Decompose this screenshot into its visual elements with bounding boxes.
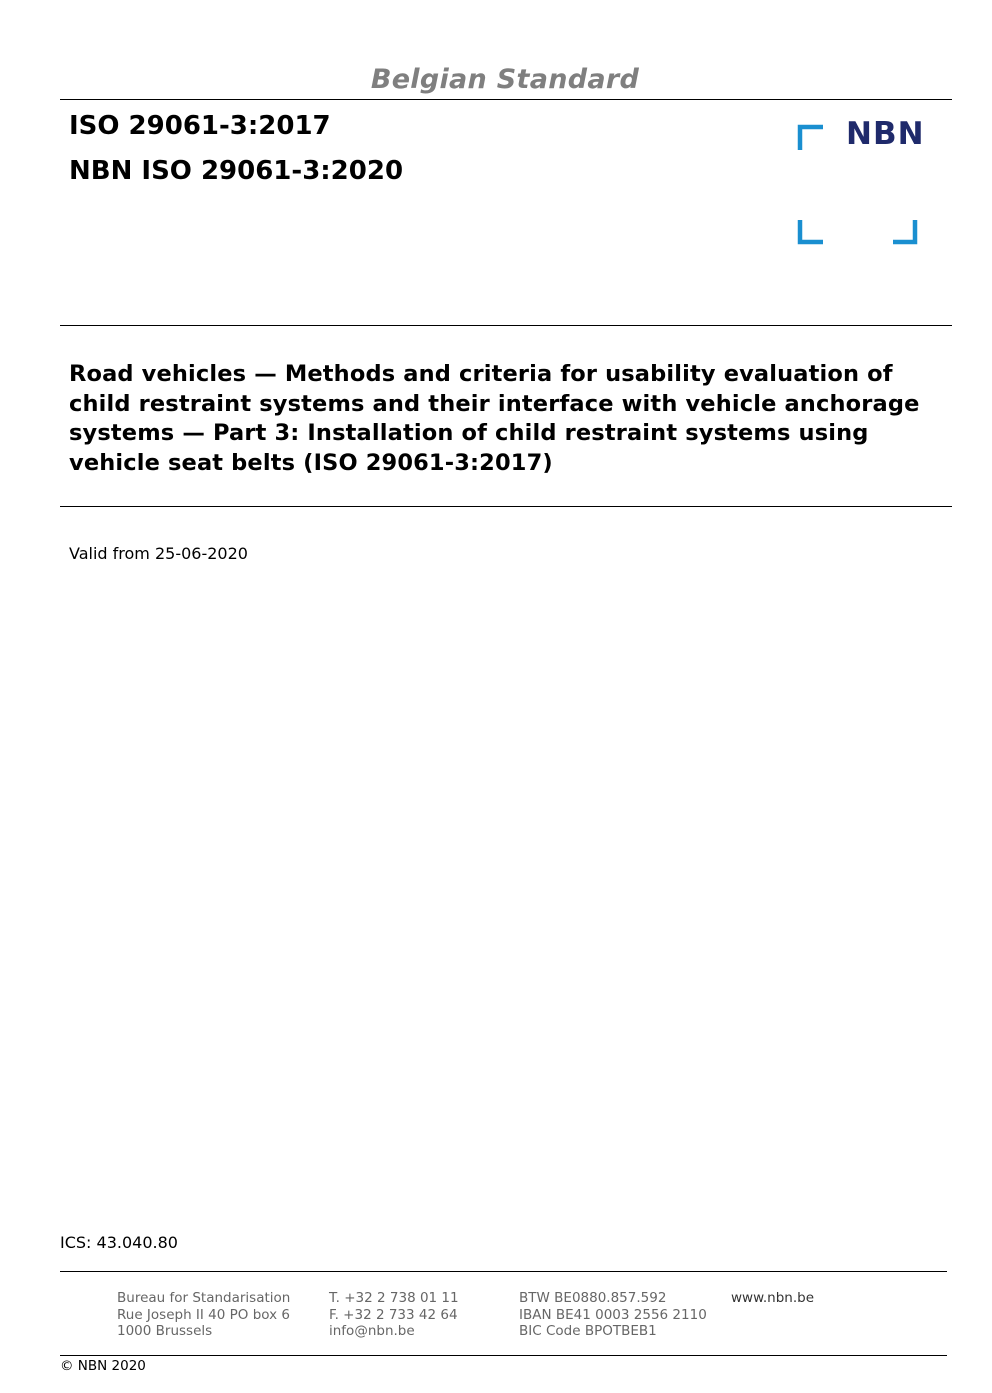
footer-line: IBAN BE41 0003 2556 2110 [519, 1306, 707, 1323]
footer-web [731, 1290, 814, 1307]
title-line: vehicle seat belts (ISO 29061-3:2017) [69, 449, 553, 476]
title-line: child restraint systems and their interface with vehicle anchorage [69, 390, 920, 417]
footer-line: 1000 Brussels [117, 1323, 213, 1339]
valid-from: Valid from 25-06-2020 [69, 544, 248, 563]
ics-code: ICS: 43.040.80 [60, 1233, 178, 1252]
footer-bank [519, 1290, 707, 1340]
copyright: © NBN 2020 [60, 1358, 146, 1374]
footer-line: BIC Code BPOTBEB1 [519, 1323, 657, 1339]
divider-title-bottom [60, 506, 952, 507]
footer-line: BTW BE0880.857.592 [519, 1290, 667, 1306]
document-title [69, 360, 949, 478]
divider-footer-bottom [60, 1355, 947, 1356]
footer-line: Bureau for Standarisation [117, 1290, 291, 1306]
logo-text: NBN [846, 116, 925, 152]
title-line: systems — Part 3: Installation of child restraint systems using [69, 420, 869, 446]
footer-address [117, 1290, 290, 1340]
nbn-code: NBN ISO 29061-3:2020 [69, 156, 404, 186]
title-line: Road vehicles — Methods and criteria for usability evaluation of [69, 361, 893, 387]
footer-email-link[interactable]: info@nbn.be [329, 1323, 415, 1339]
divider-footer-top [60, 1271, 947, 1272]
divider-title-top [60, 325, 952, 326]
divider-top [60, 99, 952, 100]
footer-contact [329, 1290, 459, 1340]
footer-phone: T. +32 2 738 01 11 [329, 1290, 459, 1306]
footer-website-link[interactable]: www.nbn.be [731, 1290, 815, 1306]
footer-line: Rue Joseph II 40 PO box 6 [117, 1306, 290, 1323]
iso-code: ISO 29061-3:2017 [69, 111, 331, 141]
footer-fax: F. +32 2 733 42 64 [329, 1306, 458, 1323]
header-label: Belgian Standard [370, 64, 640, 95]
